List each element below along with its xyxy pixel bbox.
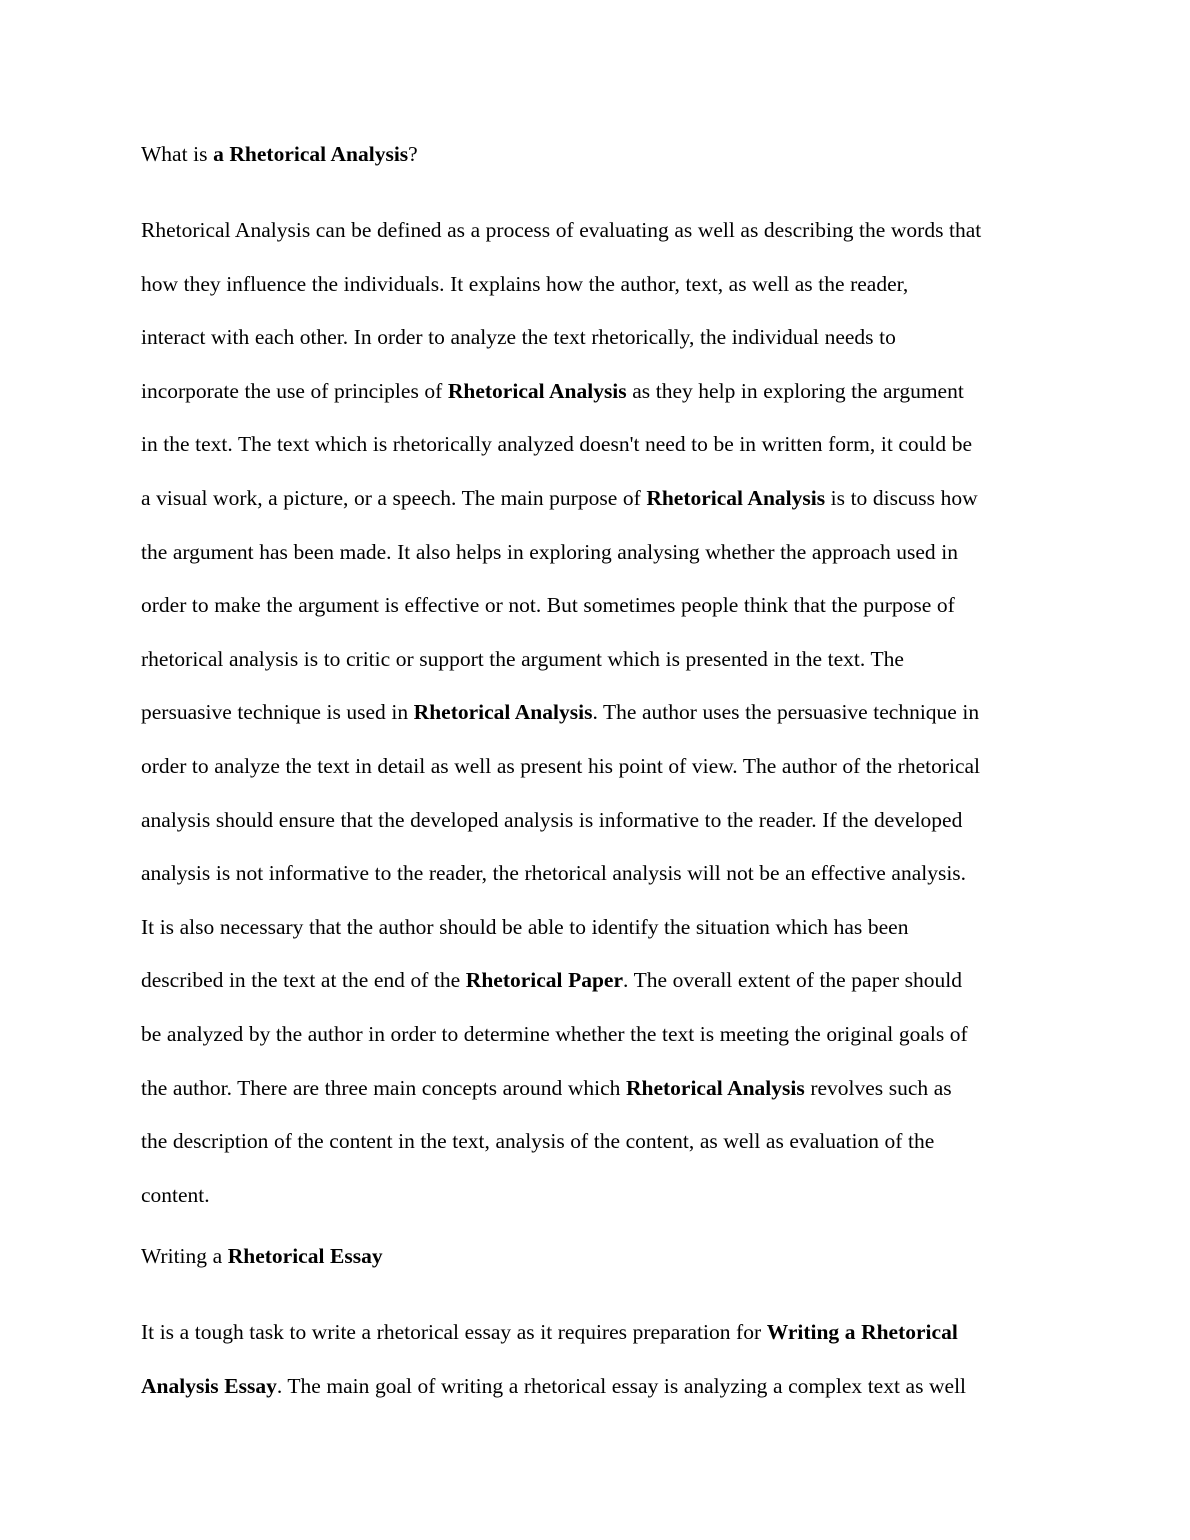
text-line	[141, 740, 1061, 794]
text-segment: how they influence the individuals. It explains how the author, text, as well as the reader,	[141, 271, 909, 296]
text-segment: the description of the content in the text, analysis of the content, as well as evaluation of the	[141, 1129, 935, 1154]
text-segment: the author. There are three main concepts around which	[141, 1075, 626, 1100]
bold-text: Rhetorical Analysis	[646, 485, 826, 510]
text-segment: rhetorical analysis is to critic or support the argument which is presented in the text. The	[141, 646, 904, 671]
section-heading-rhetorical-analysis	[141, 134, 1061, 174]
text-line	[141, 901, 1061, 955]
heading-text: ?	[408, 142, 418, 166]
text-segment: . The main goal of writing a rhetorical essay is analyzing a complex text as well	[276, 1373, 967, 1398]
text-segment: . The overall extent of the paper should	[623, 968, 962, 993]
text-line	[141, 794, 1061, 848]
text-line	[141, 1062, 1061, 1116]
text-line	[141, 204, 1061, 258]
text-line	[141, 258, 1061, 312]
paragraph-writing-essay	[141, 1306, 1061, 1413]
document-body	[141, 134, 1061, 1413]
text-line	[141, 579, 1061, 633]
text-segment: analysis should ensure that the developed analysis is informative to the reader. If the developed	[141, 807, 963, 832]
text-segment: be analyzed by the author in order to determine whether the text is meeting the original goals of	[141, 1021, 968, 1046]
text-segment: incorporate the use of principles of	[141, 378, 448, 403]
text-segment: persuasive technique is used in	[141, 700, 414, 725]
text-segment: revolves such as	[804, 1075, 952, 1100]
text-line	[141, 311, 1061, 365]
bold-text: Rhetorical Analysis	[625, 1075, 805, 1100]
text-line	[141, 365, 1061, 419]
text-segment: interact with each other. In order to analyze the text rhetorically, the individual needs to	[141, 325, 896, 350]
bold-text: Rhetorical Paper	[465, 968, 624, 993]
text-segment: order to analyze the text in detail as well as present his point of view. The author of the rhetorical	[141, 753, 981, 778]
bold-text: Writing a Rhetorical	[766, 1320, 958, 1345]
text-segment: in the text. The text which is rhetorically analyzed doesn't need to be in written form, it could be	[141, 432, 973, 457]
text-segment: . The author uses the persuasive technique in	[592, 700, 980, 725]
text-segment: content.	[141, 1182, 210, 1207]
text-segment: the argument has been made. It also helps in exploring analysing whether the approach used in	[141, 539, 958, 564]
text-segment: as they help in exploring the argument	[626, 378, 964, 403]
text-line	[141, 1169, 1061, 1223]
text-line	[141, 1008, 1061, 1062]
text-line	[141, 1115, 1061, 1169]
text-line	[141, 418, 1061, 472]
text-line	[141, 1360, 1061, 1414]
heading-text: What is	[141, 142, 214, 166]
text-line	[141, 633, 1061, 687]
bold-text: Rhetorical Analysis	[447, 378, 627, 403]
heading-text: Writing a	[141, 1244, 228, 1269]
text-segment: analysis is not informative to the reader, the rhetorical analysis will not be an effective analysis.	[141, 861, 967, 886]
text-segment: It is a tough task to write a rhetorical essay as it requires preparation for	[141, 1320, 767, 1345]
text-segment: is to discuss how	[825, 485, 978, 510]
bold-text: Rhetorical Analysis	[413, 700, 593, 725]
text-line	[141, 686, 1061, 740]
text-segment: Rhetorical Analysis can be defined as a process of evaluating as well as describing the words that	[141, 218, 982, 242]
text-line	[141, 847, 1061, 901]
text-line	[141, 526, 1061, 580]
text-line	[141, 472, 1061, 526]
text-segment: It is also necessary that the author should be able to identify the situation which has been	[141, 914, 909, 939]
paragraph-rhetorical-analysis	[141, 204, 1061, 1222]
text-segment: a visual work, a picture, or a speech. The main purpose of	[141, 485, 647, 510]
heading-bold-text: Rhetorical Essay	[227, 1244, 383, 1269]
text-segment: described in the text at the end of the	[141, 968, 466, 993]
text-line	[141, 954, 1061, 1008]
text-segment: order to make the argument is effective or not. But sometimes people think that the purpose of	[141, 593, 955, 618]
bold-text: Analysis Essay	[141, 1373, 277, 1398]
heading-bold-text: a Rhetorical Analysis	[213, 142, 409, 166]
section-heading-writing-essay	[141, 1236, 1061, 1276]
text-line	[141, 1306, 1061, 1360]
